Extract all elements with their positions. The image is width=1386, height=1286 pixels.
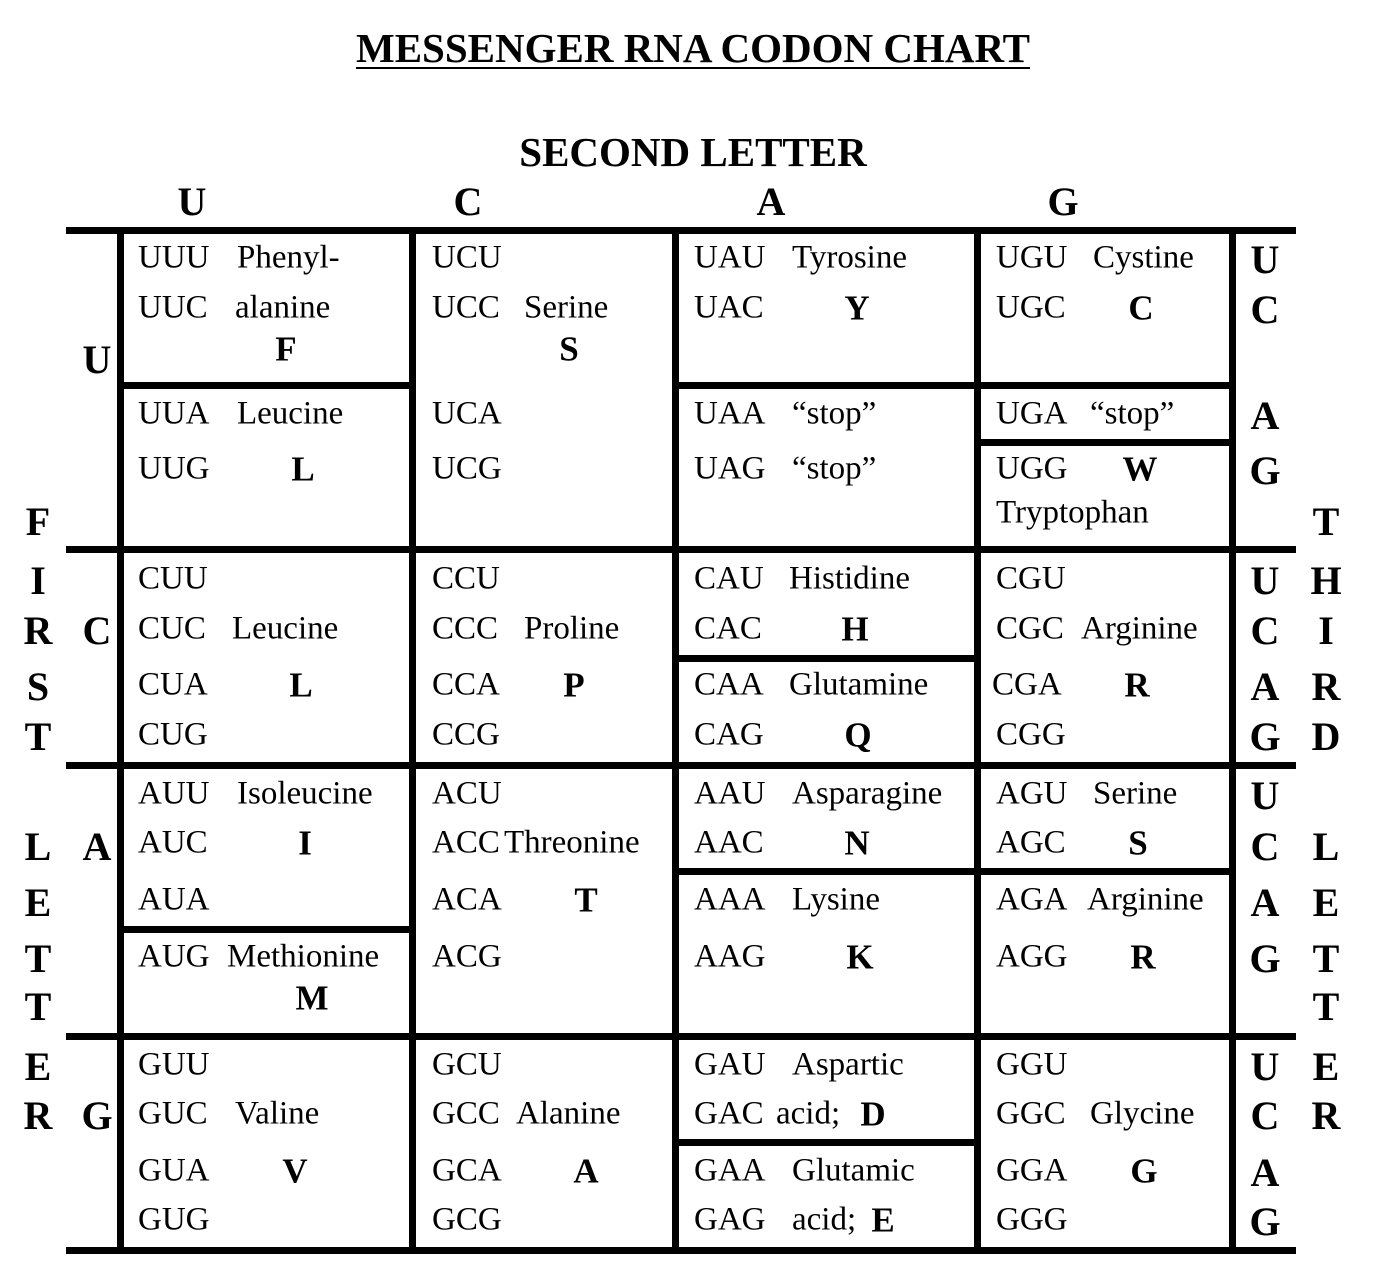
codon: UUC xyxy=(138,289,208,326)
third-letter-base: U xyxy=(1250,773,1280,818)
codon: GUC xyxy=(138,1095,208,1132)
amino-acid-abbrev: R xyxy=(1124,665,1150,705)
first-letter-char: R xyxy=(23,1093,53,1138)
third-letter-char: T xyxy=(1312,499,1340,544)
codon: AAA xyxy=(694,881,766,918)
amino-acid-abbrev: P xyxy=(563,665,585,705)
amino-acid-name: Alanine xyxy=(516,1095,621,1132)
amino-acid-name: Cystine xyxy=(1093,239,1194,276)
amino-acid-name: Lysine xyxy=(792,881,880,918)
second-letter-col-c: C xyxy=(453,179,483,224)
codon: AUG xyxy=(138,938,210,975)
third-letter-char: D xyxy=(1311,714,1341,759)
codon: UCC xyxy=(432,289,500,326)
second-letter-col-u: U xyxy=(177,179,207,224)
codon: AUA xyxy=(138,881,210,918)
chart-title xyxy=(0,24,1386,72)
second-letter-col-g: G xyxy=(1047,179,1079,224)
third-letter-char: H xyxy=(1310,558,1342,603)
amino-acid-abbrev: A xyxy=(573,1151,599,1191)
third-letter-base: U xyxy=(1250,558,1280,603)
codon: GUA xyxy=(138,1152,210,1189)
amino-acid-name: Leucine xyxy=(232,610,339,647)
amino-acid-name: Proline xyxy=(524,610,620,647)
amino-acid-abbrev: W xyxy=(1122,449,1158,489)
third-letter-base: A xyxy=(1250,664,1280,709)
codon: ACA xyxy=(432,881,502,918)
codon: CUG xyxy=(138,716,208,753)
codon: AAG xyxy=(694,938,766,975)
third-letter-base: C xyxy=(1250,1093,1280,1138)
codon: CGU xyxy=(996,560,1066,597)
third-letter-base: G xyxy=(1249,936,1281,981)
block-divider xyxy=(120,926,412,933)
amino-acid-abbrev: S xyxy=(559,329,579,369)
amino-acid-abbrev: L xyxy=(291,449,315,489)
first-letter-row-a: A xyxy=(82,824,112,869)
codon: CAG xyxy=(694,716,764,753)
codon: CCG xyxy=(432,716,500,753)
third-letter-base: A xyxy=(1250,393,1280,438)
third-letter-base: C xyxy=(1250,608,1280,653)
amino-acid-name: Tryptophan xyxy=(996,494,1149,531)
amino-acid-name: Glutamine xyxy=(789,666,929,703)
amino-acid-name: acid; xyxy=(792,1201,857,1238)
amino-acid-name: Isoleucine xyxy=(237,775,373,812)
block-divider xyxy=(675,655,978,662)
third-letter-char: R xyxy=(1311,664,1341,709)
codon: CUA xyxy=(138,666,208,703)
amino-acid-abbrev: N xyxy=(844,823,870,863)
amino-acid-abbrev: C xyxy=(1128,288,1154,328)
amino-acid-name: Tyrosine xyxy=(792,239,908,276)
first-letter-row-g: G xyxy=(81,1093,113,1138)
codon: CCU xyxy=(432,560,500,597)
first-letter-char: R xyxy=(23,608,53,653)
stop-label: “stop” xyxy=(792,450,877,487)
amino-acid-name: Threonine xyxy=(504,824,640,861)
codon: GUU xyxy=(138,1046,210,1083)
first-letter-char: F xyxy=(25,499,51,544)
third-letter-base: G xyxy=(1249,714,1281,759)
codon: AGU xyxy=(996,775,1068,812)
codon: AGA xyxy=(996,881,1068,918)
codon: ACG xyxy=(432,938,502,975)
amino-acid-abbrev: T xyxy=(574,880,598,920)
third-letter-base: G xyxy=(1249,448,1281,493)
amino-acid-name: Leucine xyxy=(237,395,344,432)
codon: CUC xyxy=(138,610,206,647)
amino-acid-name: Serine xyxy=(1093,775,1178,812)
block-divider xyxy=(675,1139,978,1146)
third-letter-char: T xyxy=(1312,936,1340,981)
amino-acid-abbrev: R xyxy=(1130,937,1156,977)
block-divider xyxy=(120,382,412,389)
second-letter-col-a: A xyxy=(756,179,786,224)
grid-row-divider xyxy=(66,762,1296,769)
third-letter-char: I xyxy=(1318,608,1334,653)
stop-label: “stop” xyxy=(792,395,877,432)
amino-acid-abbrev: M xyxy=(295,978,329,1018)
third-letter-char: T xyxy=(1312,984,1340,1029)
amino-acid-abbrev: S xyxy=(1128,823,1148,863)
amino-acid-name: Phenyl- xyxy=(237,239,340,276)
third-letter-char: E xyxy=(1312,1044,1340,1089)
first-letter-char: E xyxy=(24,880,52,925)
amino-acid-abbrev: G xyxy=(1130,1151,1158,1191)
codon: AUU xyxy=(138,775,210,812)
codon: UGA xyxy=(996,395,1068,432)
first-letter-char: T xyxy=(24,936,52,981)
amino-acid-abbrev: E xyxy=(871,1200,895,1240)
first-letter-char: T xyxy=(24,984,52,1029)
amino-acid-name: Glycine xyxy=(1090,1095,1195,1132)
third-letter-char: R xyxy=(1311,1093,1341,1138)
first-letter-char: S xyxy=(26,664,50,709)
codon: GCA xyxy=(432,1152,502,1189)
codon: UCU xyxy=(432,239,502,276)
codon: CAC xyxy=(694,610,762,647)
first-letter-char: I xyxy=(30,558,46,603)
codon: UGU xyxy=(996,239,1068,276)
codon: UUA xyxy=(138,395,210,432)
amino-acid-name: Glutamic xyxy=(792,1152,915,1189)
codon: UGG xyxy=(996,450,1068,487)
codon: AAU xyxy=(694,775,766,812)
codon: UCG xyxy=(432,450,502,487)
third-letter-char: E xyxy=(1312,880,1340,925)
third-letter-char: L xyxy=(1312,824,1340,869)
codon: GUG xyxy=(138,1201,210,1238)
codon: UAU xyxy=(694,239,766,276)
block-divider xyxy=(977,439,1233,446)
codon: GAU xyxy=(694,1046,766,1083)
codon: CAA xyxy=(694,666,764,703)
codon: CGA xyxy=(992,666,1062,703)
codon: UUG xyxy=(138,450,210,487)
amino-acid-name: Asparagine xyxy=(792,775,943,812)
amino-acid-abbrev: Y xyxy=(844,288,870,328)
first-letter-char: E xyxy=(24,1044,52,1089)
codon: GGA xyxy=(996,1152,1068,1189)
third-letter-base: U xyxy=(1250,1044,1280,1089)
codon: CAU xyxy=(694,560,764,597)
codon: ACC xyxy=(432,824,500,861)
codon: CCC xyxy=(432,610,499,647)
codon: CGC xyxy=(996,610,1064,647)
amino-acid-name: Serine xyxy=(524,289,609,326)
codon: AUC xyxy=(138,824,208,861)
codon: AGC xyxy=(996,824,1066,861)
codon: GCG xyxy=(432,1201,502,1238)
codon: GAG xyxy=(694,1201,766,1238)
codon: ACU xyxy=(432,775,502,812)
codon: GGC xyxy=(996,1095,1066,1132)
second-letter-heading: SECOND LETTER xyxy=(519,129,867,175)
first-letter-char: L xyxy=(24,824,52,869)
amino-acid-abbrev: Q xyxy=(844,715,872,755)
amino-acid-name: Valine xyxy=(235,1095,320,1132)
codon: UAG xyxy=(694,450,766,487)
codon: UGC xyxy=(996,289,1066,326)
codon: CGG xyxy=(996,716,1066,753)
amino-acid-abbrev: V xyxy=(282,1151,308,1191)
first-letter-row-c: C xyxy=(82,608,112,653)
block-divider xyxy=(675,382,1233,389)
amino-acid-abbrev: F xyxy=(275,329,297,369)
stop-label: “stop” xyxy=(1090,395,1175,432)
amino-acid-abbrev: H xyxy=(841,609,869,649)
codon: UUU xyxy=(138,239,210,276)
amino-acid-name: Arginine xyxy=(1081,610,1198,647)
codon: UAA xyxy=(694,395,766,432)
codon: GAC xyxy=(694,1095,764,1132)
amino-acid-name: Arginine xyxy=(1087,881,1204,918)
chart-title-text: MESSENGER RNA CODON CHART xyxy=(356,25,1030,71)
amino-acid-name: Methionine xyxy=(227,938,380,975)
amino-acid-name: Aspartic xyxy=(792,1046,904,1083)
codon: CCA xyxy=(432,666,500,703)
codon: GCU xyxy=(432,1046,502,1083)
third-letter-base: C xyxy=(1250,287,1280,332)
first-letter-char: T xyxy=(24,714,52,759)
codon: GGG xyxy=(996,1201,1068,1238)
codon: AGG xyxy=(996,938,1068,975)
grid-row-divider xyxy=(66,1033,1296,1040)
third-letter-base: U xyxy=(1250,237,1280,282)
amino-acid-abbrev: L xyxy=(289,665,313,705)
grid-bottom-line xyxy=(66,1247,1296,1254)
third-letter-base: A xyxy=(1250,1150,1280,1195)
amino-acid-name: alanine xyxy=(235,289,331,326)
amino-acid-name: Histidine xyxy=(789,560,910,597)
grid-row-divider xyxy=(66,546,1296,553)
third-letter-base: G xyxy=(1249,1199,1281,1244)
codon: GGU xyxy=(996,1046,1068,1083)
codon: GAA xyxy=(694,1152,766,1189)
codon: UAC xyxy=(694,289,764,326)
codon: CUU xyxy=(138,560,208,597)
codon: GCC xyxy=(432,1095,500,1132)
codon: UCA xyxy=(432,395,502,432)
codon: AAC xyxy=(694,824,764,861)
amino-acid-abbrev: I xyxy=(298,823,312,863)
amino-acid-name: acid; xyxy=(776,1095,841,1132)
first-letter-row-u: U xyxy=(82,337,112,382)
block-divider xyxy=(675,868,1233,875)
third-letter-base: A xyxy=(1250,880,1280,925)
amino-acid-abbrev: D xyxy=(860,1094,886,1134)
amino-acid-abbrev: K xyxy=(846,937,874,977)
grid-top-line xyxy=(66,227,1296,234)
third-letter-base: C xyxy=(1250,824,1280,869)
